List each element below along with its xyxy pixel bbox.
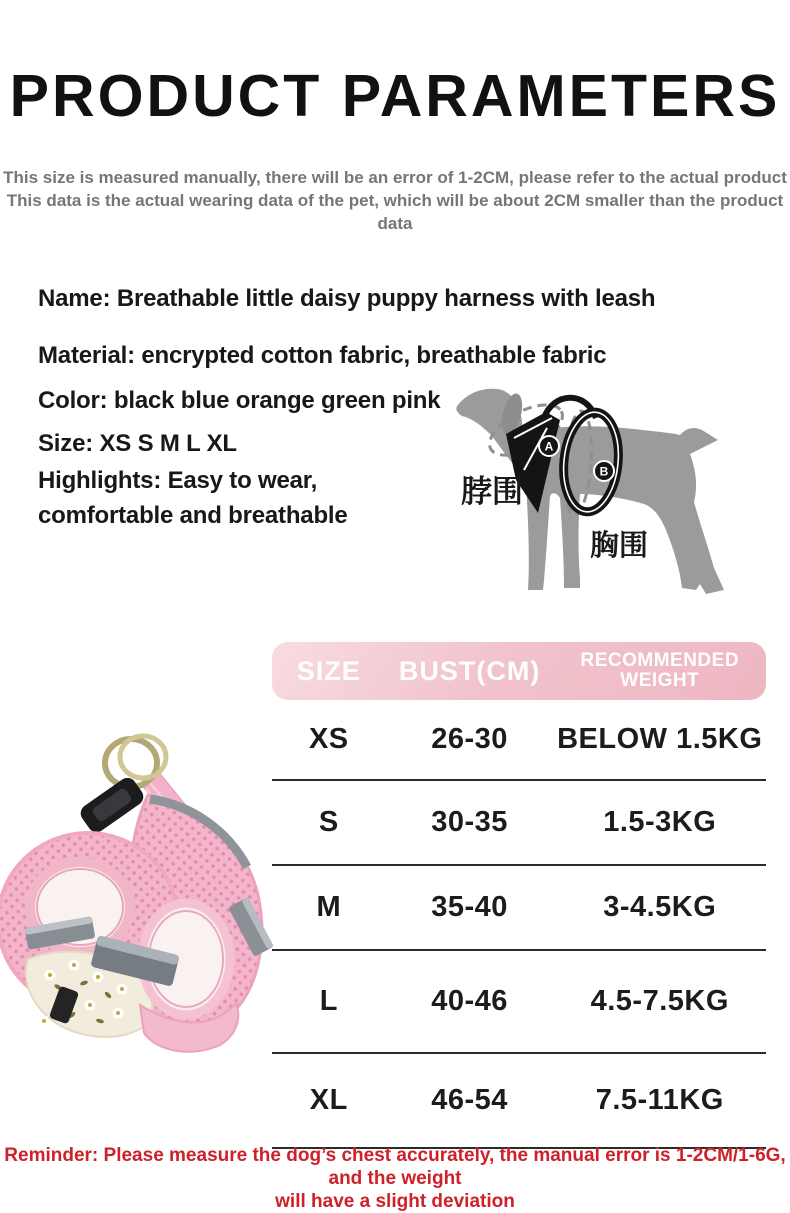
disclaimer xyxy=(0,166,790,235)
reminder-line-1: Reminder: Please measure the dog’s chest accurately, the manual error is 1-2CM/1-6G, and the weight xyxy=(4,1145,786,1189)
header-weight xyxy=(554,651,766,691)
marker-a-label: A xyxy=(544,439,554,454)
page-title: PRODUCT PARAMETERS xyxy=(9,63,781,129)
reminder-line-2: will have a slight deviation xyxy=(275,1191,515,1212)
cell-size: S xyxy=(318,806,339,838)
disclaimer-line-2: This data is the actual wearing data of the pet, which will be about 2CM smaller than the product data xyxy=(6,191,784,233)
cell-bust: 26-30 xyxy=(431,723,508,755)
cell-weight: 7.5-11KG xyxy=(595,1084,724,1116)
cell-bust: 40-46 xyxy=(431,985,508,1017)
marker-a-badge xyxy=(539,436,559,456)
disclaimer-line-1: This size is measured manually, there will be an error of 1-2CM, please refer to the actual product xyxy=(3,168,787,187)
neck-girth-label: 脖围 xyxy=(461,474,523,509)
table-row-xs xyxy=(272,700,766,781)
header-weight-line-2: WEIGHT xyxy=(620,670,700,691)
reminder xyxy=(0,1144,790,1213)
cell-weight: 1.5-3KG xyxy=(603,806,717,838)
cell-size: XL xyxy=(309,1084,348,1116)
cell-size: M xyxy=(316,891,342,923)
detail-material: Material: encrypted cotton fabric, breathable fabric xyxy=(38,342,607,369)
detail-highlights: Highlights: Easy to wear, xyxy=(38,467,318,494)
table-row-m xyxy=(272,866,766,951)
cell-weight: 4.5-7.5KG xyxy=(590,985,729,1017)
table-row-xl xyxy=(272,1054,766,1149)
cell-weight: BELOW 1.5KG xyxy=(557,723,763,755)
marker-b-label: B xyxy=(599,464,609,479)
header-weight-line-1: RECOMMENDED xyxy=(580,650,740,671)
detail-highlights-cont: comfortable and breathable xyxy=(38,502,348,529)
cell-weight: 3-4.5KG xyxy=(603,891,717,923)
size-table-header xyxy=(272,642,766,700)
cell-bust: 35-40 xyxy=(431,891,508,923)
dog-measurement-diagram xyxy=(428,378,770,626)
size-table xyxy=(272,642,766,1149)
cell-size: L xyxy=(319,985,338,1017)
detail-color: Color: black blue orange green pink xyxy=(38,387,441,414)
cell-bust: 46-54 xyxy=(431,1084,508,1116)
cell-size: XS xyxy=(308,723,349,755)
product-photo xyxy=(0,703,272,1088)
header-size: SIZE xyxy=(296,655,361,686)
table-row-l xyxy=(272,951,766,1054)
detail-name: Name: Breathable little daisy puppy harness with leash xyxy=(38,285,656,312)
marker-b-badge xyxy=(594,461,614,481)
chest-girth-label: 胸围 xyxy=(590,530,649,562)
detail-size: Size: XS S M L XL xyxy=(38,430,237,457)
table-row-s xyxy=(272,781,766,866)
header-bust: BUST(CM) xyxy=(398,655,541,686)
cell-bust: 30-35 xyxy=(431,806,508,838)
